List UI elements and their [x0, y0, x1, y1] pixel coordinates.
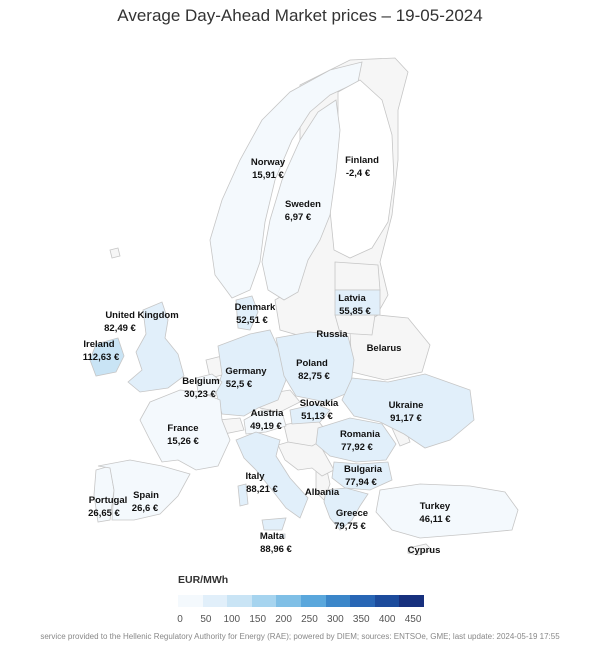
- bulgaria-name: Bulgaria: [343, 464, 383, 475]
- austria-price: 49,19 €: [250, 421, 282, 432]
- legend-tick-label: 450: [404, 614, 422, 625]
- france-price: 15,26 €: [167, 436, 199, 447]
- legend-tick-label: 350: [352, 614, 370, 625]
- map-title: Average Day-Ahead Market prices – 19-05-2024: [117, 6, 483, 25]
- legend-tick-label: 400: [378, 614, 396, 625]
- portugal-name: Portugal: [88, 495, 128, 506]
- belarus-name: Belarus: [366, 343, 402, 354]
- belgium-name: Belgium: [182, 376, 220, 387]
- label-belarus: [367, 343, 402, 354]
- legend-swatch: [399, 595, 424, 607]
- legend-tick-label: 50: [200, 614, 212, 625]
- footer-credits: service provided to the Hellenic Regulatory Authority for Energy (RAE); powered by DIEM; sources: ENTSOe, GME; last update: 2024-05-19 17:55: [40, 632, 560, 641]
- france-name: France: [167, 423, 199, 434]
- denmark-name: Denmark: [234, 302, 276, 313]
- cyprus-name: Cyprus: [407, 545, 441, 556]
- romania-name: Romania: [339, 429, 381, 440]
- finland-name: Finland: [345, 155, 379, 166]
- legend-swatch: [350, 595, 375, 607]
- belgium-price: 30,23 €: [184, 389, 216, 400]
- legend-swatch: [276, 595, 301, 607]
- latvia-name: Latvia: [338, 293, 366, 304]
- legend-tick-label: 100: [223, 614, 241, 625]
- greece-name: Greece: [335, 508, 369, 519]
- legend-tick-label: 200: [275, 614, 292, 625]
- russia-name: Russia: [316, 329, 348, 340]
- turkey-name: Turkey: [419, 501, 451, 512]
- region-romania[interactable]: [316, 418, 396, 462]
- malta-price: 88,96 €: [260, 544, 292, 555]
- italy-price: 88,21 €: [246, 484, 278, 495]
- slovakia-price: 51,13 €: [301, 411, 333, 422]
- spain-name: Spain: [133, 490, 159, 501]
- greece-price: 79,75 €: [334, 521, 366, 532]
- legend-swatch: [203, 595, 228, 607]
- albania-name: Albania: [304, 487, 340, 498]
- portugal-price: 26,65 €: [88, 508, 120, 519]
- italy-name: Italy: [245, 471, 265, 482]
- spain-price: 26,6 €: [131, 503, 159, 514]
- turkey-price: 46,11 €: [419, 514, 451, 525]
- legend-tick-label: 0: [177, 614, 183, 625]
- uk-price: 82,49 €: [104, 323, 136, 334]
- sweden-price: 6,97 €: [284, 212, 312, 223]
- austria-name: Austria: [250, 408, 284, 419]
- legend-swatch: [252, 595, 277, 607]
- uk-name: United Kingdom: [105, 310, 179, 321]
- legend-title: EUR/MWh: [178, 574, 229, 586]
- legend-tick-label: 150: [249, 614, 267, 625]
- latvia-price: 55,85 €: [339, 306, 371, 317]
- bulgaria-price: 77,94 €: [345, 477, 377, 488]
- legend-swatch: [178, 595, 203, 607]
- region-sicily[interactable]: [262, 518, 286, 530]
- norway-name: Norway: [250, 157, 286, 168]
- finland-price: -2,4 €: [345, 168, 371, 179]
- malta-name: Malta: [259, 531, 285, 542]
- legend-swatch: [227, 595, 252, 607]
- germany-price: 52,5 €: [225, 379, 253, 390]
- ukraine-price: 91,17 €: [390, 413, 422, 424]
- legend-tick-label: 250: [301, 614, 318, 625]
- legend-tick-label: 300: [327, 614, 344, 625]
- label-albania: [305, 487, 340, 498]
- ireland-name: Ireland: [83, 339, 115, 350]
- germany-name: Germany: [225, 366, 267, 377]
- slovakia-name: Slovakia: [299, 398, 339, 409]
- region-iceland-faroe: [110, 248, 120, 258]
- label-russia: [316, 329, 348, 340]
- legend-swatch: [375, 595, 400, 607]
- legend-ticks: [170, 614, 440, 628]
- denmark-price: 52,51 €: [236, 315, 268, 326]
- ukraine-name: Ukraine: [388, 400, 424, 411]
- legend-swatch: [326, 595, 351, 607]
- label-cyprus: [408, 545, 441, 556]
- norway-price: 15,91 €: [252, 170, 284, 181]
- legend-color-bar: [178, 595, 424, 607]
- ireland-price: 112,63 €: [82, 352, 120, 363]
- poland-price: 82,75 €: [298, 371, 330, 382]
- poland-name: Poland: [296, 358, 328, 369]
- romania-price: 77,92 €: [341, 442, 373, 453]
- sweden-name: Sweden: [285, 199, 321, 210]
- legend-swatch: [301, 595, 326, 607]
- label-malta: [260, 531, 293, 555]
